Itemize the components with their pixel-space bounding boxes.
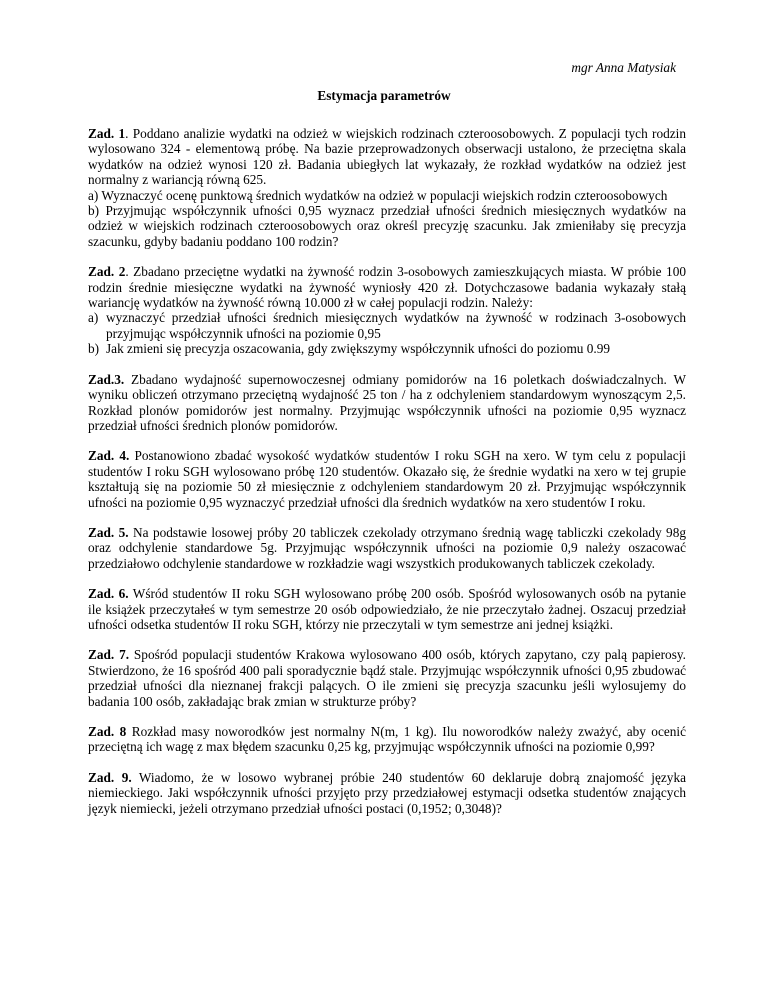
- task-label: Zad. 4.: [88, 448, 130, 464]
- task-statement: [88, 448, 686, 510]
- list-marker: a): [88, 310, 99, 326]
- task-subpoint-b: b) Przyjmując współczynnik ufności 0,95 wyznacz przedział ufności średnich miesięcznych wydatków na odzież w wiejskich rodzinach czteroosobowych oraz określ precyzję szacunku. Jak zmieniłaby się precyzja szacunku, gdyby badaniu poddano 100 rodzin?: [88, 203, 686, 249]
- task-text: Na podstawie losowej próby 20 tabliczek czekolady otrzymano średnią wagę tabliczki czekolady 98g oraz odchylenie standardowe 5g. Przyjmując współczynnik ufności na poziomie 0,9 należy oszacować przedziałowo odchylenie standardowe w rozkładzie wagi wszystkich produkowanych tabliczek czekolady.: [88, 524, 686, 571]
- list-item: [88, 310, 686, 341]
- task-statement: [88, 647, 686, 709]
- list-item-text: Jak zmieni się precyzja oszacowania, gdy zwiększymy współczynnik ufności do poziomu 0.99: [106, 341, 611, 357]
- task-label: Zad. 7.: [88, 647, 130, 663]
- task-4: [88, 448, 686, 510]
- task-6: [88, 586, 686, 632]
- list-marker: b): [88, 341, 100, 357]
- task-text: . Poddano analizie wydatki na odzież w wiejskich rodzinach czteroosobowych. Z populacji tych rodzin wylosowano 324 - elementową próbę. Na bazie przeprowadzonych obserwacji ustalono, że przeciętna skala wydatków na odzież wynosi 120 zł. Badania ubiegłych lat wykazały, że rozkład wydatków na odzież jest normalny z wariancją równą 625.: [88, 126, 686, 188]
- task-statement: [88, 264, 686, 310]
- task-label: Zad. 9.: [88, 769, 132, 785]
- task-text: . Zbadano przeciętne wydatki na żywność rodzin 3-osobowych zamieszkujących miasta. W próbie 100 rodzin średnie miesięczne wydatki na żywność wyniosły 420 zł. Dotychczasowe badania wykazały stałą wariancję wydatków na żywność równą 10.000 zł w całej populacji rodzin. Należy:: [88, 264, 686, 311]
- task-label: Zad. 5.: [88, 524, 129, 540]
- document-body: [88, 126, 686, 831]
- task-1: [88, 126, 686, 249]
- author-name: mgr Anna Matysiak: [571, 60, 676, 75]
- task-text: Rozkład masy noworodków jest normalny N(m, 1 kg). Ilu noworodków należy zważyć, aby ocenić przeciętną ich wagę z max błędem szacunku 0,25 kg, przyjmując współczynnik ufności na poziomie 0,99?: [88, 724, 686, 755]
- task-subpoint-a: a) Wyznaczyć ocenę punktową średnich wydatków na odzież w populacji wiejskich rodzin czteroosobowych: [88, 187, 668, 203]
- task-label: Zad. 8: [88, 724, 127, 739]
- task-text: Wiadomo, że w losowo wybranej próbie 240 studentów 60 deklaruje dobrą znajomość języka niemieckiego. Jaki współczynnik ufności przyjęto przy przedziałowej estymacji odsetka studentów znających język niemiecki, jeżeli otrzymano przedział ufności postaci (0,1952; 0,3048)?: [88, 769, 686, 816]
- task-label: Zad. 2: [88, 264, 126, 280]
- task-text: Zbadano wydajność supernowoczesnej odmiany pomidorów na 16 poletkach doświadczalnych. W wyniku obliczeń otrzymano przeciętną wydajność 25 ton / ha z odchyleniem standardowym wynoszącym 2,5. Rozkład plonów pomidorów jest normalny. Przyjmując współczynnik ufności na poziomie 0,95 wyznacz przedział ufności średnich plonów pomidorów.: [88, 371, 686, 433]
- task-label: Zad.3.: [88, 371, 125, 387]
- task-statement: [88, 586, 686, 632]
- task-8: [88, 724, 686, 755]
- task-text: Postanowiono zbadać wysokość wydatków studentów I roku SGH na xero. W tym celu z populacji studentów I roku SGH wylosowano próbę 120 studentów. Okazało się, że średnie wydatki na xero w tej grupie kształtują się na poziomie 50 zł miesięcznie z odchyleniem standardowym 20 zł. Przyjmując współczynnik ufności na poziomie 0,95 wyznaczyć przedział ufności dla średnich wydatków na xero studentów I roku.: [88, 448, 686, 510]
- task-text: Wśród studentów II roku SGH wylosowano próbę 200 osób. Spośród wylosowanych osób na pytanie ile książek przeczytałeś w tym semestrze 20 osób odpowiedziało, że nie przeczytało żadnej. Oszacuj przedział ufności odsetka studentów II roku SGH, którzy nie przeczytali w tym semestrze ani jednej książki.: [88, 586, 686, 632]
- document-title: Estymacja parametrów: [317, 88, 451, 103]
- task-text: Spośród populacji studentów Krakowa wylosowano 400 osób, których zapytano, czy palą papierosy. Stwierdzono, że 16 spośród 400 pali sporadycznie bądź stale. Przyjmując współczynnik ufności 0,95 zbudować przedział ufności dla nieznanej frakcji palących. O ile zmieni się precyzja szacunku jeśli wylosujemy do badania 100 osób, zakładając brak zmian w strukturze próby?: [88, 647, 686, 709]
- task-statement: [88, 525, 686, 571]
- task-5: [88, 525, 686, 571]
- task-statement: [88, 724, 686, 755]
- task-subpoint-list: [88, 310, 686, 356]
- task-9: [88, 770, 686, 816]
- task-statement: [88, 770, 686, 816]
- task-label: Zad. 1: [88, 126, 126, 141]
- task-statement: [88, 372, 686, 434]
- task-statement: [88, 126, 686, 188]
- task-3: [88, 372, 686, 434]
- task-2: [88, 264, 686, 356]
- task-label: Zad. 6.: [88, 586, 129, 602]
- list-item-text: wyznaczyć przedział ufności średnich miesięcznych wydatków na żywność w rodzinach 3-osobowych przyjmując współczynnik ufności na poziomie 0,95: [106, 310, 686, 341]
- list-item: [88, 341, 686, 356]
- task-7: [88, 647, 686, 709]
